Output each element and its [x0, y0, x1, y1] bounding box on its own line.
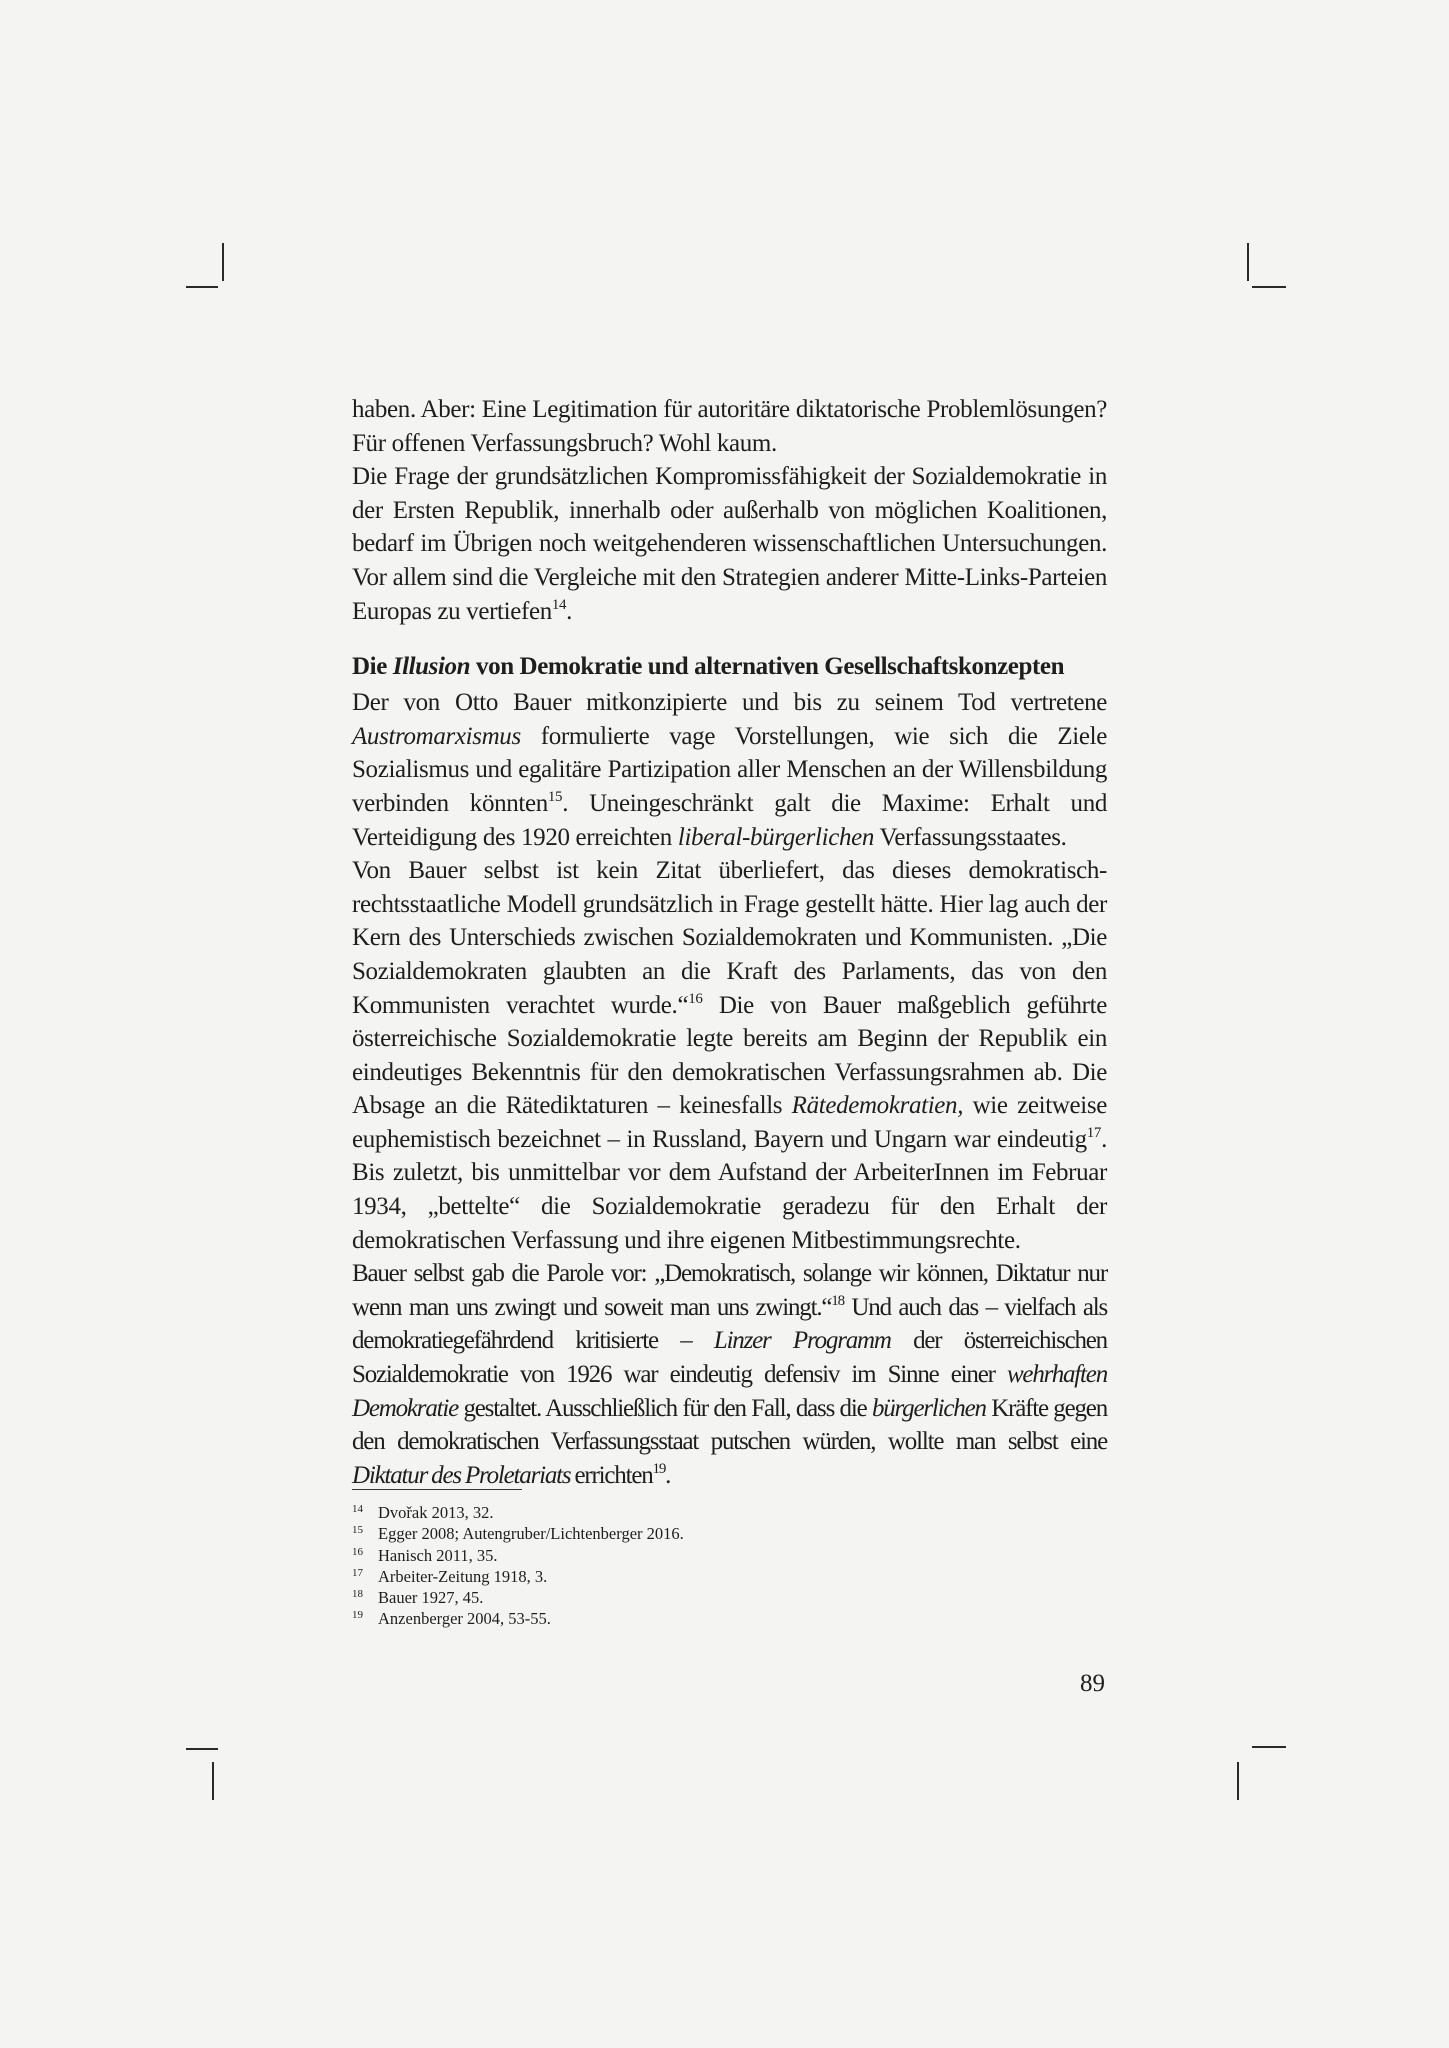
italic-term: Rätedemokratien,	[791, 1092, 964, 1120]
crop-mark	[1252, 286, 1286, 288]
heading-italic: Illusion	[392, 653, 471, 681]
text-run: errichten	[570, 1461, 653, 1489]
footnote-rule	[352, 1489, 522, 1490]
footnote	[352, 1545, 684, 1566]
footnote-text: Egger 2008; Autengruber/Lichtenberger 2016.	[378, 1524, 684, 1544]
crop-mark	[186, 286, 218, 288]
footnote-text: Arbeiter-Zeitung 1918, 3.	[378, 1566, 548, 1586]
text-run: . Uneingeschränkt galt die Maxime: Erhalt und Verteidigung des 1920 erreichten	[352, 789, 1107, 851]
footnote-text: Bauer 1927, 45.	[378, 1588, 484, 1608]
italic-term: Diktatur des Proletariats	[352, 1461, 571, 1489]
footnotes	[352, 1502, 684, 1630]
crop-mark	[1237, 1762, 1239, 1800]
text-run: Die Frage der grundsätzlichen Kompromissfähigkeit der Sozialdemokratie in der Ersten Republik, innerhalb oder außerhalb von möglichen Koalitionen, bedarf im Übrigen noch weitgehenderen wissenschaftlichen Untersuchungen. Vor allem sind die Vergleiche mit den Strategien anderer Mitte-Links-Parteien Europas zu vertiefen	[352, 463, 1107, 625]
footnote-marker: 19	[652, 1460, 666, 1477]
paragraph	[352, 393, 1107, 460]
text-run: Und auch das – vielfach als demokratiegefährdend kritisierte –	[352, 1293, 1108, 1355]
footnote-marker: 17	[1086, 1124, 1102, 1141]
footnote-marker: 18	[831, 1292, 844, 1309]
footnote-number: 15	[352, 1524, 363, 1537]
paragraph	[352, 686, 1107, 854]
crop-mark	[186, 1748, 218, 1750]
footnote	[352, 1587, 684, 1608]
text-run: Von Bauer selbst ist kein Zitat überliefert, das dieses demokratisch-rechtsstaatliche Modell grundsätzlich in Frage gestellt hätte. Hier lag auch der Kern des Unterschieds zwischen Sozialdemokraten und Kommunisten. „Die Sozialdemokraten glaubten an die Kraft des Parlaments, das von den Kommunisten verachtet wurde.“	[352, 857, 1107, 1019]
footnote-number: 18	[352, 1588, 363, 1601]
crop-mark	[222, 243, 224, 281]
italic-term: bürgerlichen	[871, 1394, 986, 1422]
page-number: 89	[1080, 1670, 1105, 1697]
crop-mark	[1247, 243, 1249, 281]
heading-part: Die	[352, 653, 393, 681]
body-text	[352, 393, 1107, 1492]
footnote-number: 16	[352, 1545, 363, 1558]
footnote-marker: 16	[688, 990, 703, 1007]
text-run: Kräfte gegen den demokratischen Verfassungsstaat putschen würden, wollte man selbst eine	[352, 1394, 1107, 1456]
text-run: haben. Aber: Eine Legitimation für autoritäre diktatorische Problemlösungen? Für offenen Verfassungsbruch? Wohl kaum.	[352, 396, 1107, 457]
footnote-number: 17	[352, 1566, 363, 1579]
text-run: formulierte vage Vorstellungen, wie sich die Ziele Sozialismus und egalitäre Partizipation aller Menschen an der Willensbildung verbinden könnten	[352, 722, 1107, 817]
footnote-marker: 15	[547, 788, 563, 805]
section-heading	[352, 650, 1107, 683]
text-run: . Bis zuletzt, bis unmittelbar vor dem Aufstand der ArbeiterInnen im Februar 1934, „bettelte“ die Sozialdemokratie geradezu für den Erhalt der demokratischen Verfassung und ihre eigenen Mitbestimmungsrechte.	[352, 1125, 1107, 1254]
crop-mark	[212, 1762, 214, 1800]
footnote-text: Dvořak 2013, 32.	[378, 1503, 494, 1522]
italic-term: Linzer Programm	[713, 1327, 891, 1355]
paragraph	[352, 854, 1107, 1257]
crop-mark	[1252, 1746, 1286, 1748]
text-run: wie zeitweise euphemistisch bezeichnet – in Russland, Bayern und Ungarn war eindeutig	[352, 1092, 1107, 1153]
footnote	[352, 1523, 684, 1544]
text-run: Die von Bauer maßgeblich geführte österreichische Sozialdemokratie legte bereits am Beginn der Republik ein eindeutiges Bekenntnis für den demokratischen Verfassungsrahmen ab. Die Absage an die Rätediktaturen – keinesfalls	[352, 991, 1108, 1120]
text-run: .	[566, 597, 573, 625]
text-run: .	[665, 1461, 671, 1489]
footnote	[352, 1608, 684, 1629]
footnote-marker: 14	[551, 596, 567, 613]
text-run: Verfassungsstaates.	[874, 823, 1067, 851]
footnote	[352, 1502, 684, 1523]
italic-term: liberal-bürgerlichen	[677, 823, 875, 851]
paragraph	[352, 1257, 1107, 1492]
footnote-text: Anzenberger 2004, 53-55.	[378, 1609, 551, 1629]
footnote-text: Hanisch 2011, 35.	[378, 1545, 498, 1565]
italic-term: wehrhaften Demokratie	[352, 1361, 1107, 1422]
text-run: gestaltet. Ausschließlich für den Fall, dass die	[458, 1394, 872, 1422]
heading-part: von Demokratie und alternativen Gesellschaftskonzepten	[470, 653, 1065, 681]
footnote	[352, 1566, 684, 1587]
text-run: der österreichischen Sozialdemokratie von 1926 war eindeutig defensiv im Sinne einer	[352, 1327, 1107, 1389]
text-run: Der von Otto Bauer mitkonzipierte und bis zu seinem Tod vertretene	[352, 689, 1107, 717]
italic-term: Austromarxismus	[352, 722, 521, 750]
text-run: Bauer selbst gab die Parole vor: „Demokratisch, solange wir können, Diktatur nur wenn man uns zwingt und soweit man uns zwingt.“	[352, 1260, 1107, 1321]
footnote-number: 14	[352, 1503, 363, 1515]
footnote-number: 19	[352, 1609, 363, 1622]
paragraph	[352, 460, 1107, 628]
